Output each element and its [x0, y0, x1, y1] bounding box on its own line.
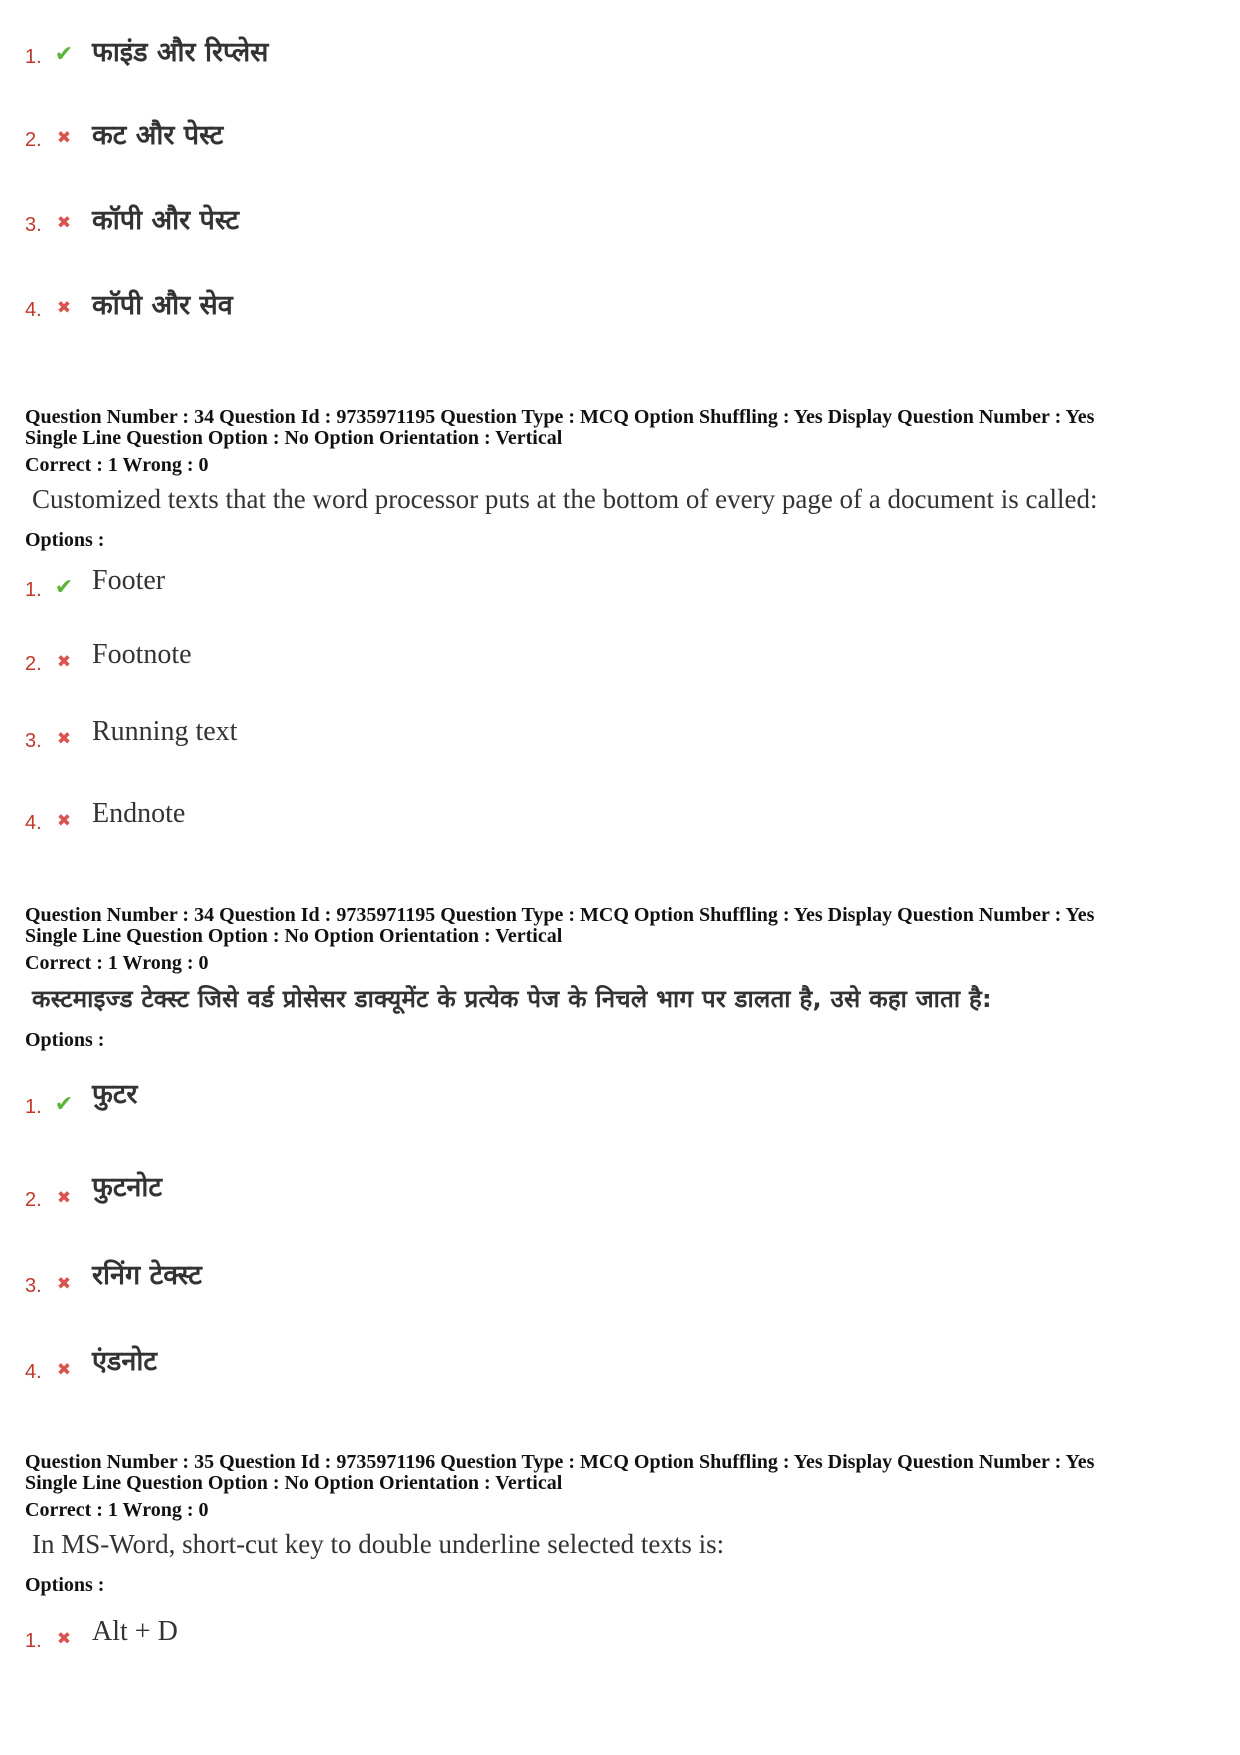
option-item	[25, 714, 725, 758]
option-text: कॉपी और सेव	[92, 290, 233, 321]
option-text: एंडनोट	[92, 1346, 157, 1377]
option-number: 3.	[25, 214, 42, 236]
option-item	[25, 563, 725, 607]
cross-icon: ✖	[56, 652, 72, 672]
cross-icon: ✖	[56, 811, 72, 831]
option-item	[25, 1614, 725, 1658]
option-text: कट और पेस्ट	[92, 120, 224, 151]
marking-scheme: Correct : 1 Wrong : 0	[25, 1499, 209, 1521]
options-label: Options :	[25, 1029, 105, 1051]
option-number: 1.	[25, 1096, 42, 1118]
option-item	[25, 796, 725, 840]
option-text: कॉपी और पेस्ट	[92, 205, 239, 236]
marking-scheme: Correct : 1 Wrong : 0	[25, 454, 209, 476]
option-text: फुटर	[92, 1079, 138, 1110]
cross-icon: ✖	[56, 128, 72, 148]
question-block	[25, 905, 1215, 1052]
option-number: 2.	[25, 1189, 42, 1211]
question-meta: Question Number : 34 Question Id : 9735971195 Question Type : MCQ Option Shuffling : Yes Display Question Number : Yes Single Line Question Option : No Option Orientation : Vertical	[25, 406, 1095, 449]
option-text: Footnote	[92, 639, 192, 670]
check-icon: ✔	[54, 42, 74, 67]
question-text: Customized texts that the word processor puts at the bottom of every page of a document is called:	[32, 484, 1098, 514]
option-text: फुटनोट	[92, 1172, 163, 1203]
option-number: 3.	[25, 730, 42, 752]
option-item	[25, 1345, 725, 1389]
option-number: 4.	[25, 1361, 42, 1383]
option-number: 1.	[25, 46, 42, 68]
option-item	[25, 1080, 725, 1124]
cross-icon: ✖	[56, 1188, 72, 1208]
question-meta: Question Number : 35 Question Id : 9735971196 Question Type : MCQ Option Shuffling : Yes Display Question Number : Yes Single Line Question Option : No Option Orientation : Vertical	[25, 1451, 1095, 1494]
option-number: 4.	[25, 299, 42, 321]
option-text: रनिंग टेक्स्ट	[92, 1260, 202, 1291]
option-number: 1.	[25, 1630, 42, 1652]
question-block	[25, 407, 1215, 552]
check-icon: ✔	[54, 1092, 74, 1117]
options-label: Options :	[25, 1574, 105, 1596]
cross-icon: ✖	[56, 213, 72, 233]
cross-icon: ✖	[56, 1274, 72, 1294]
option-text: Running text	[92, 716, 238, 747]
option-item	[25, 198, 725, 242]
options-label: Options :	[25, 529, 105, 551]
cross-icon: ✖	[56, 729, 72, 749]
option-text: Endnote	[92, 798, 186, 829]
check-icon: ✔	[54, 575, 74, 600]
question-meta: Question Number : 34 Question Id : 9735971195 Question Type : MCQ Option Shuffling : Yes Display Question Number : Yes Single Line Question Option : No Option Orientation : Vertical	[25, 904, 1095, 947]
option-item	[25, 30, 725, 74]
option-text: Alt + D	[92, 1616, 178, 1647]
option-number: 3.	[25, 1275, 42, 1297]
cross-icon: ✖	[56, 1629, 72, 1649]
cross-icon: ✖	[56, 1360, 72, 1380]
option-number: 1.	[25, 579, 42, 601]
option-item	[25, 1173, 725, 1217]
marking-scheme: Correct : 1 Wrong : 0	[25, 952, 209, 974]
question-block	[25, 1452, 1215, 1597]
option-text: फाइंड और रिप्लेस	[92, 37, 269, 68]
option-item	[25, 113, 725, 157]
option-number: 4.	[25, 812, 42, 834]
option-item	[25, 283, 725, 327]
question-text: In MS-Word, short-cut key to double underline selected texts is:	[32, 1529, 725, 1559]
option-number: 2.	[25, 653, 42, 675]
option-item	[25, 1259, 725, 1303]
option-text: Footer	[92, 565, 166, 596]
cross-icon: ✖	[56, 298, 72, 318]
option-item	[25, 637, 725, 681]
question-text: कस्टमाइज्ड टेक्स्ट जिसे वर्ड प्रोसेसर डाक्यूमेंट के प्रत्येक पेज के निचले भाग पर डालता है, उसे कहा जाता है:	[32, 985, 992, 1013]
option-number: 2.	[25, 129, 42, 151]
